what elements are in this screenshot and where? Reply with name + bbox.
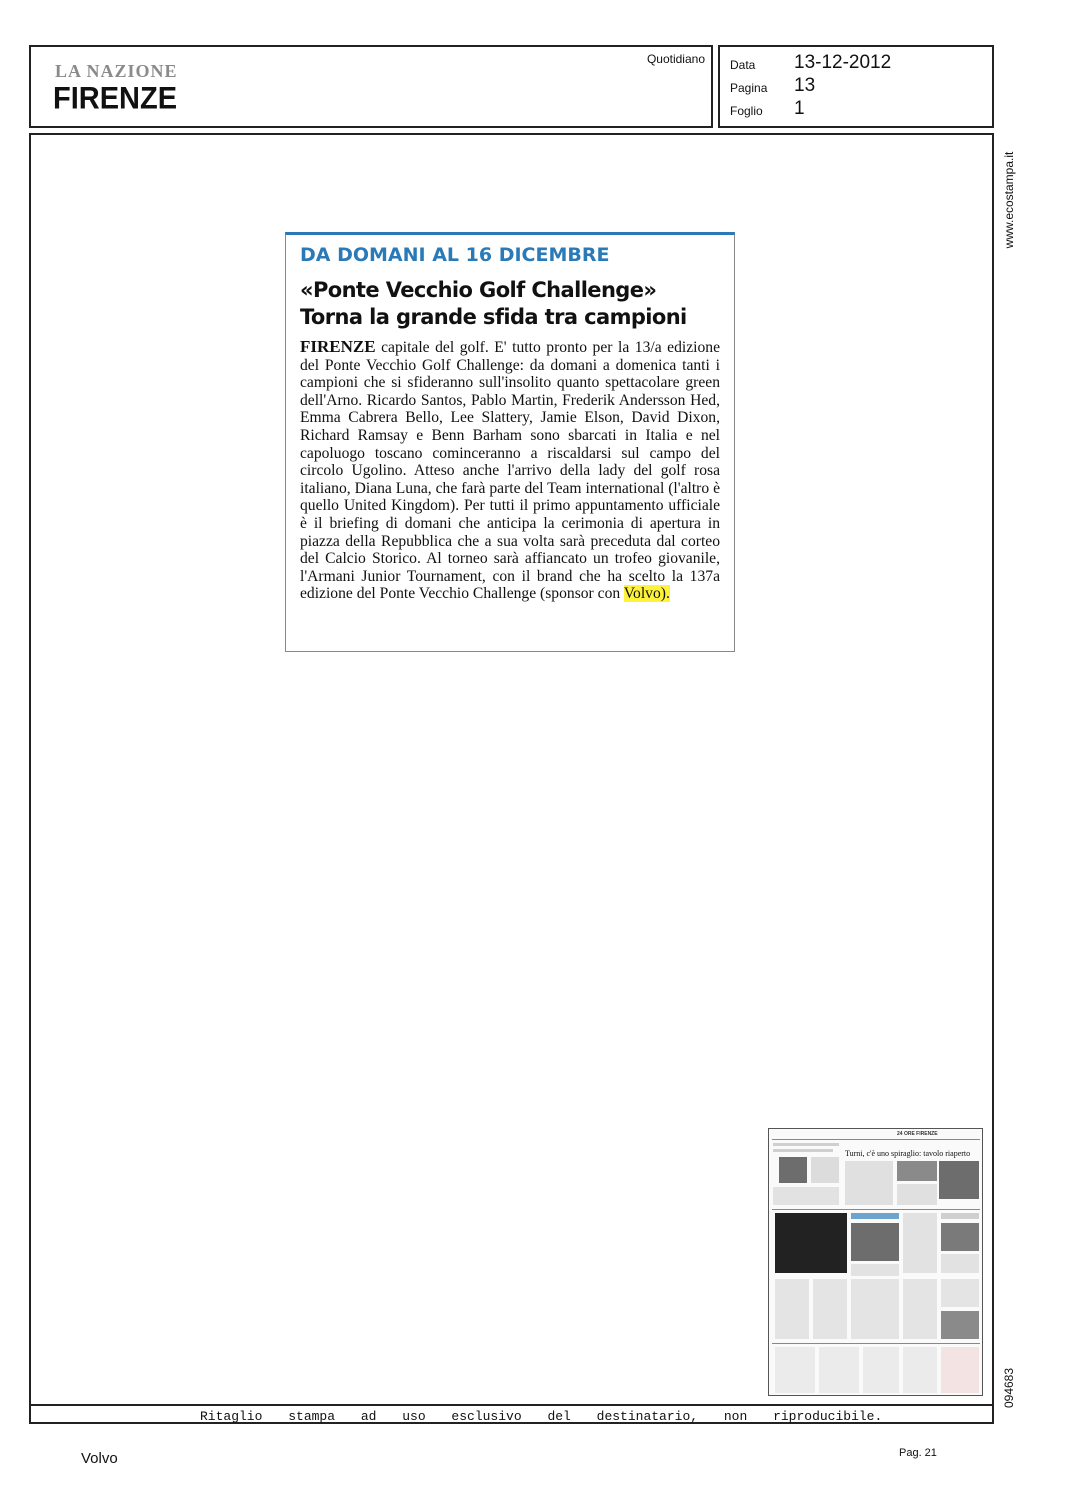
meta-value: 13 bbox=[794, 75, 816, 96]
thumbnail-masthead: 24 ORE FIRENZE bbox=[897, 1131, 938, 1137]
thumbnail-block bbox=[903, 1347, 937, 1393]
keyword-label: Volvo bbox=[81, 1450, 118, 1467]
meta-value: 1 bbox=[794, 98, 805, 119]
thumbnail-block bbox=[851, 1264, 899, 1276]
thumbnail-photo bbox=[851, 1223, 899, 1261]
clipping-code: 094683 bbox=[1002, 1367, 1016, 1409]
meta-label: Pagina bbox=[730, 81, 768, 95]
meta-value: 13-12-2012 bbox=[794, 52, 892, 73]
thumbnail-block bbox=[941, 1279, 979, 1307]
thumbnail-block bbox=[773, 1143, 839, 1146]
thumbnail-rule bbox=[772, 1139, 980, 1140]
thumbnail-block bbox=[903, 1213, 937, 1273]
thumbnail-photo bbox=[779, 1157, 807, 1183]
masthead-box bbox=[29, 45, 713, 128]
page-number: Pag. 21 bbox=[899, 1447, 937, 1459]
thumbnail-block bbox=[819, 1347, 859, 1393]
thumbnail-photo bbox=[941, 1223, 979, 1251]
highlighted-keyword: Volvo). bbox=[623, 585, 670, 603]
footer-bar bbox=[29, 1404, 994, 1424]
meta-label: Foglio bbox=[730, 104, 763, 118]
thumbnail-main-head: Turni, c'è uno spiraglio: tavolo riaperto bbox=[845, 1149, 971, 1158]
thumbnail-rule bbox=[772, 1209, 980, 1210]
page-thumbnail bbox=[768, 1128, 983, 1396]
thumbnail-block bbox=[773, 1187, 839, 1205]
thumbnail-block bbox=[845, 1161, 893, 1205]
thumbnail-block bbox=[851, 1213, 899, 1219]
thumbnail-block bbox=[775, 1279, 809, 1339]
thumbnail-block bbox=[811, 1157, 839, 1183]
thumbnail-block bbox=[773, 1149, 833, 1152]
thumbnail-photo bbox=[941, 1311, 979, 1339]
article-kicker: DA DOMANI AL 16 DICEMBRE bbox=[300, 244, 610, 266]
site-url: www.ecostampa.it bbox=[1002, 151, 1016, 249]
article-body-text: capitale del golf. E' tutto pronto per la 13/a edizione del Ponte Vecchio Golf Challenge: da domani a domenica tanti i campioni che si sfideranno sull'insolito quanto spettacolare green dell'Arno. Ricardo Santos, Pablo Martin, Frederik Andersson Hed, Emma Cabrera Bello, Lee Slattery, Jamie Elson, David Dixon, Richard Ramsay e Benn Barham sono sbarcati in Italia e nel capoluogo toscano cominceranno a riscaldarsi sul campo del circolo Ugolino. Atteso anche l'arrivo della lady del golf rosa italiano, Diana Luna, che farà parte del Team international (l'altro è quello United Kingdom). Per tutti il primo appuntamento ufficiale è il briefing di domani che anticipa la cerimonia di apertura in piazza della Repubblica che a sua volta sarà preceduta dal corteo del Calcio Storico. Al torneo sarà affiancato un trofeo giovanile, l'Armani Junior Tournament, con il brand che ha scelto la 137a edizione del Ponte Vecchio Challenge (sponsor con bbox=[300, 339, 720, 603]
article-headline bbox=[300, 277, 730, 331]
thumbnail-photo bbox=[939, 1161, 979, 1199]
thumbnail-dark-block bbox=[775, 1213, 847, 1273]
publication-name: LA NAZIONE bbox=[55, 61, 178, 81]
thumbnail-rule bbox=[772, 1343, 980, 1344]
headline-line-1: «Ponte Vecchio Golf Challenge» bbox=[300, 278, 657, 302]
article-lead: FIRENZE bbox=[300, 337, 376, 356]
thumbnail-block bbox=[851, 1279, 899, 1339]
thumbnail-block bbox=[863, 1347, 899, 1393]
meta-box bbox=[718, 45, 994, 128]
publication-edition: FIRENZE bbox=[53, 81, 178, 117]
thumbnail-block bbox=[897, 1184, 937, 1205]
thumbnail-block bbox=[775, 1347, 815, 1393]
thumbnail-block bbox=[903, 1279, 937, 1339]
thumbnail-block bbox=[941, 1213, 979, 1219]
headline-line-2: Torna la grande sfida tra campioni bbox=[300, 305, 687, 329]
thumbnail-block bbox=[813, 1279, 847, 1339]
thumbnail-block bbox=[941, 1254, 979, 1273]
article-body bbox=[300, 338, 720, 603]
thumbnail-block bbox=[941, 1347, 979, 1393]
meta-label: Data bbox=[730, 58, 756, 72]
thumbnail-photo bbox=[897, 1161, 937, 1181]
article-clipping bbox=[285, 232, 735, 652]
usage-notice: Ritaglio stampa ad uso esclusivo del destinatario, non riproducibile. bbox=[200, 1409, 883, 1424]
publication-type: Quotidiano bbox=[646, 52, 705, 66]
